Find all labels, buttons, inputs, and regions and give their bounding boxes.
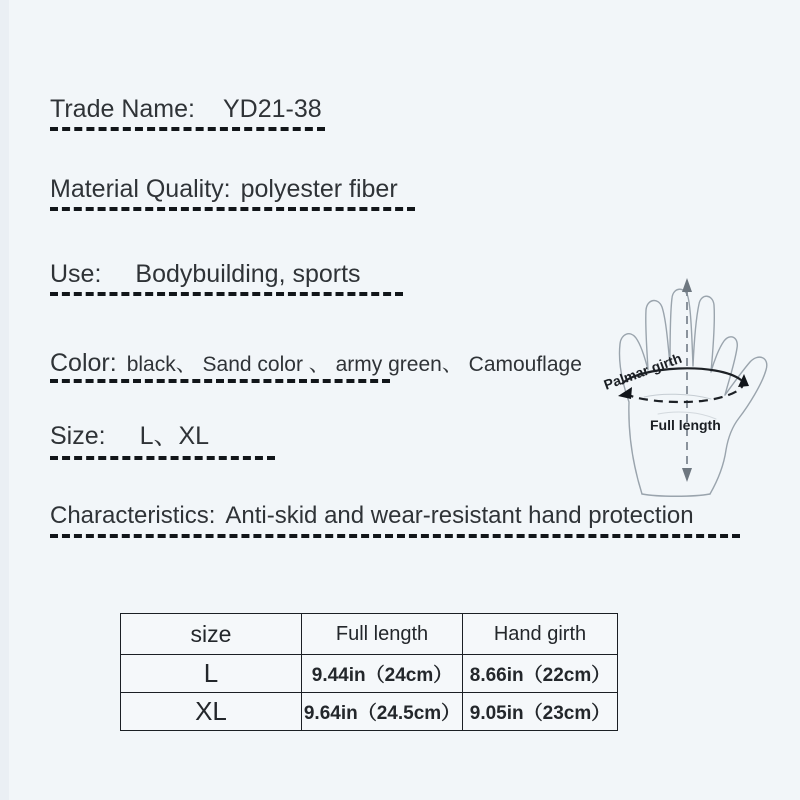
spec-row-use	[50, 262, 361, 287]
hand-outline	[619, 289, 766, 496]
spec-trade-name-label: Trade Name:	[50, 95, 195, 123]
spec-characteristics-text	[50, 504, 694, 528]
spec-row-trade-name	[50, 97, 322, 122]
spec-size-text	[50, 424, 209, 449]
spec-characteristics-value: Anti-skid and wear-resistant hand protection	[225, 502, 694, 529]
spec-row-characteristics	[50, 504, 694, 528]
spec-characteristics-underline	[50, 534, 740, 538]
spec-use-value: Bodybuilding, sports	[135, 260, 361, 288]
spec-material-quality-text	[50, 177, 398, 202]
table-cell-size-xl: XL	[121, 693, 302, 731]
spec-material-quality-label: Material Quality:	[50, 175, 231, 203]
table-cell-full-length-xl: 9.64in（24.5cm）	[302, 693, 463, 731]
spec-trade-name-underline	[50, 127, 325, 131]
table-header-size: size	[121, 614, 302, 655]
table-cell-size-l: L	[121, 655, 302, 693]
size-table-container	[120, 613, 618, 731]
spec-characteristics-label: Characteristics:	[50, 502, 216, 529]
table-cell-hand-girth-l: 8.66in（22cm）	[463, 655, 618, 693]
table-row	[121, 693, 618, 731]
spec-size-label: Size:	[50, 422, 106, 450]
spec-color-underline	[50, 379, 390, 383]
size-table	[120, 613, 618, 731]
table-header-full-length: Full length	[302, 614, 463, 655]
spec-material-quality-value: polyester fiber	[240, 175, 398, 203]
spec-size-underline	[50, 456, 275, 460]
full-length-label: Full length	[650, 417, 721, 433]
spec-color-text	[50, 351, 582, 376]
table-header-row	[121, 614, 618, 655]
spec-color-label: Color:	[50, 349, 117, 377]
spec-trade-name-value: YD21-38	[222, 95, 322, 123]
spec-trade-name-text	[50, 97, 322, 122]
table-row	[121, 655, 618, 693]
palmar-girth-label: Palmar girth	[601, 349, 684, 393]
spec-row-color	[50, 351, 582, 376]
hand-diagram-svg	[598, 262, 783, 497]
spec-row-size	[50, 424, 209, 449]
table-cell-full-length-l: 9.44in（24cm）	[302, 655, 463, 693]
hand-measurement-diagram	[598, 262, 783, 497]
table-header-hand-girth: Hand girth	[463, 614, 618, 655]
full-length-arrow	[682, 278, 692, 482]
spec-material-quality-underline	[50, 207, 415, 211]
spec-color-value: black、 Sand color 、 army green、 Camouflage	[126, 353, 582, 376]
table-cell-hand-girth-xl: 9.05in（23cm）	[463, 693, 618, 731]
spec-row-material-quality	[50, 177, 398, 202]
spec-size-value: L、XL	[139, 422, 210, 450]
spec-use-text	[50, 262, 361, 287]
spec-use-label: Use:	[50, 260, 102, 288]
spec-use-underline	[50, 292, 403, 296]
